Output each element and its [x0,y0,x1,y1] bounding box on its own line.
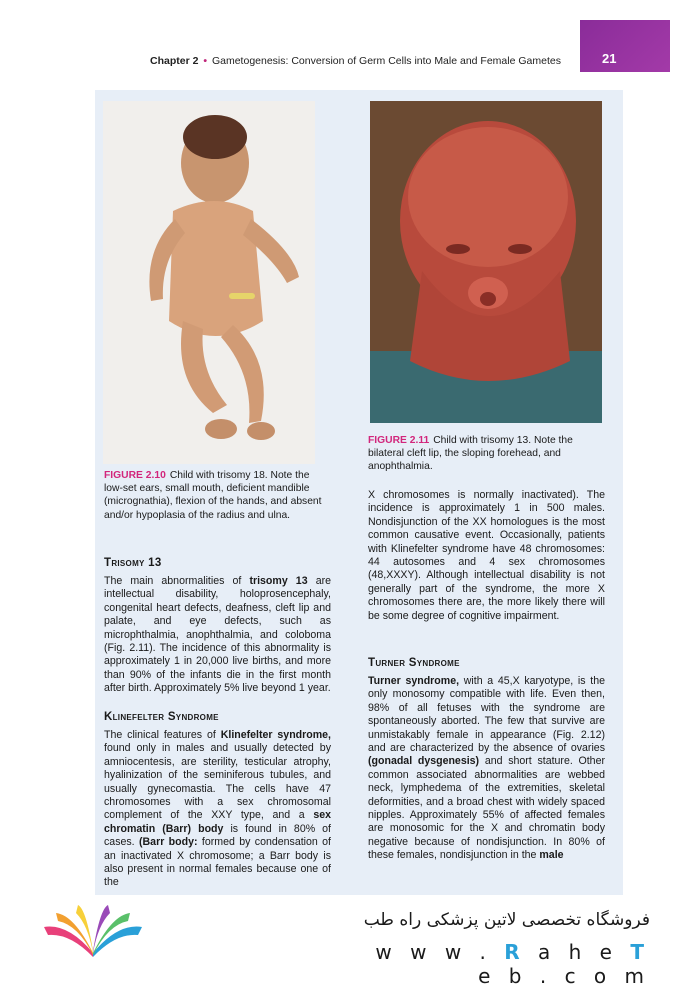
url-part: a h e [525,940,631,964]
figure-2-10-label: FIGURE 2.10 [104,470,166,481]
turner-paragraph [368,675,605,863]
text-run: X chromosomes is normally inactivated). The incidence is approximately 1 in 500 males. Nondisjunction of the XX homologues is the most common causative event. Occasionally, patients with Klinefelter syndrome have 48 chromosomes: 44 autosomes and 4 sex chromosomes (48,XXXY). Although intellectual disability is not generally part of the syndrome, the more X chromosomes there are, the more likely there will be some degree of cognitive impairment. [368,489,605,622]
klinefelter-paragraph-right [368,489,605,623]
klinefelter-heading: Klinefelter Syndrome [104,711,219,723]
url-part: w w w . [375,940,505,964]
figure-2-11-label: FIGURE 2.11 [368,435,430,446]
turner-heading: Turner Syndrome [368,657,460,669]
text-run: The main abnormalities of [104,575,242,587]
figure-2-10-text: Child with trisomy 18. Note the low-set ears, small mouth, deficient mandible (micrognathia), flexion of the hands, and absent and/or hypoplasia of the radius and ulna. [104,470,322,521]
chapter-title: Gametogenesis: Conversion of Germ Cells into Male and Female Gametes [211,55,561,67]
trisomy13-paragraph [104,575,331,696]
term-klinefelter: Klinefelter syndrome, [220,729,331,741]
figure-2-11-photo [370,101,602,423]
text-run: The clinical features of [104,729,216,741]
chapter-label: Chapter 2 [150,55,199,67]
url-highlight: R [504,940,526,964]
text-run: formed by condensation of an inactivated X chromosome; a Barr body is also present in normal females because one of the [104,836,331,889]
text-run: with a 45,X karyotype, is the only monosomy compatible with life. Even then, 98% of all fetuses with the syndrome are spontaneously aborted. The few that survive are unmistakably female in appearance (Fig. 2.12) and are characterized by the absence of ovaries [368,675,606,755]
header-bullet: • [203,55,208,67]
infant-trisomy13-illustration [370,101,602,423]
term-male: male [539,849,564,862]
page-number-tab [580,20,670,72]
term-barr-body: sex chromatin (Barr) body [104,809,331,835]
book-logo-icon [38,905,148,961]
url-highlight: T [630,940,650,964]
figure-2-10-caption [104,469,330,522]
figure-2-11-text: Child with trisomy 13. Note the bilateral cleft lip, the sloping forehead, and anophthalmia. [368,435,573,473]
running-header [150,55,570,67]
text-run: and short stature. Other common associated abnormalities are webbed neck, lymphedema of the extremities, skeletal deformities, and a broad chest with widely spaced nipples. Approximately 55% of affected females are monosomic for the X and chromatin body negative because of nondisjunction. In 80% of these females, nondisjunction in the [368,755,605,862]
term-gonadal-dysgenesis: (gonadal dysgenesis) [368,755,480,768]
term-barr-body-def: (Barr body: [139,836,198,849]
footer-website[interactable] [360,940,650,988]
text-run: found only in males and usually detected by amniocentesis, are sterility, testicular atrophy, hyalinization of the seminiferous tubules, and usually gynecomastia. The cells have 47 chromosomes with a sex chromosomal complement of the XXY type, and a [104,742,331,822]
figure-2-11-caption [368,434,604,474]
text-run: are intellectual disability, holoprosencephaly, congenital heart defects, deafness, cleft lip and palate, and eye defects, such as microphthalmia, anophthalmia, and coloboma (Fig. 2.11). The incidence of this abnormality is approximately 1 in 20,000 live births, and more than 90% of the infants die in the first month after birth. Approximately 5% live beyond 1 year. [104,575,331,695]
url-part: e b . c o m [478,964,650,988]
infant-trisomy18-illustration [103,101,315,464]
klinefelter-paragraph-left [104,729,331,890]
page-number: 21 [602,51,617,66]
footer-store-name: فروشگاه تخصصی لاتین پزشکی راه طب [363,910,650,930]
figure-2-10-photo [103,101,315,464]
trisomy13-heading: Trisomy 13 [104,557,162,569]
term-trisomy13: trisomy 13 [249,575,308,587]
text-run: is found in 80% of cases. [104,822,332,849]
term-turner: Turner syndrome, [368,675,460,687]
